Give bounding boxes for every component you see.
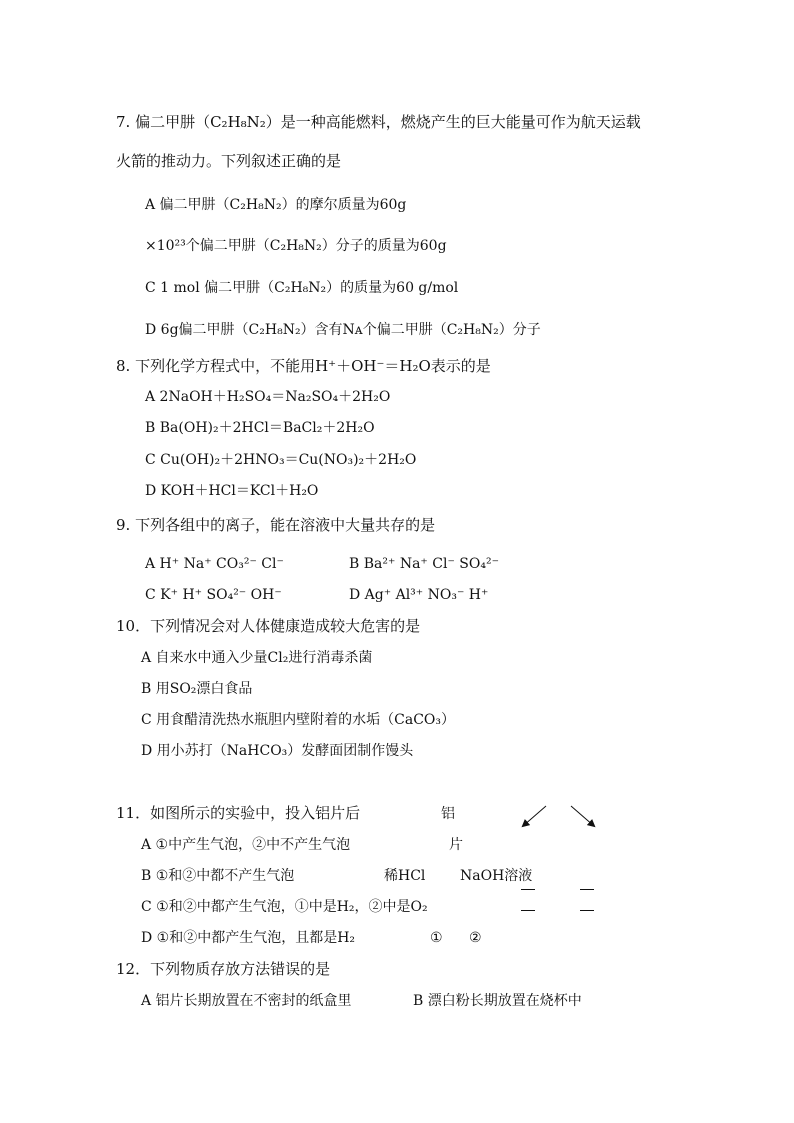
q9-option-c: C K⁺ H⁺ SO₄²⁻ OH⁻ [145, 587, 282, 603]
q7-option-c: C 1 mol 偏二甲肼（C₂H₈N₂）的质量为60 g/mol [145, 280, 459, 296]
q11-option-c: C ①和②中都产生气泡，①中是H₂，②中是O₂ [141, 899, 428, 915]
tube-2-liquid-mark-top [580, 889, 594, 890]
q7-stem-line1: 7. 偏二甲肼（C₂H₈N₂）是一种高能燃料，燃烧产生的巨大能量可作为航天运载 [116, 113, 641, 131]
q10-option-d: D 用小苏打（NaHCO₃）发酵面团制作馒头 [141, 743, 414, 759]
q10-option-b: B 用SO₂漂白食品 [141, 681, 253, 697]
tube-1-liquid-mark-top [521, 889, 535, 890]
q10-option-a: A 自来水中通入少量Cl₂进行消毒杀菌 [141, 650, 373, 666]
q11-option-d: D ①和②中都产生气泡，且都是H₂ [141, 930, 356, 946]
q12-option-a: A 铝片长期放置在不密封的纸盒里 [141, 993, 352, 1009]
q10-option-c: C 用食醋清洗热水瓶胆内壁附着的水垢（CaCO₃） [141, 712, 456, 728]
q11-stem: 11．如图所示的实验中，投入铝片后 [116, 804, 361, 822]
aluminum-arrows-icon [516, 802, 606, 834]
q8-option-d: D KOH＋HCl＝KCl＋H₂O [145, 483, 319, 499]
q8-option-c: C Cu(OH)₂＋2HNO₃＝Cu(NO₃)₂＋2H₂O [145, 452, 417, 468]
q8-option-b: B Ba(OH)₂＋2HCl＝BaCl₂＋2H₂O [145, 420, 375, 436]
q9-stem: 9. 下列各组中的离子，能在溶液中大量共存的是 [116, 516, 436, 534]
q7-option-d: D 6g偏二甲肼（C₂H₈N₂）含有Nᴀ个偏二甲肼（C₂H₈N₂）分子 [145, 322, 541, 338]
q9-option-d: D Ag⁺ Al³⁺ NO₃⁻ H⁺ [349, 587, 489, 603]
q7-stem-line2: 火箭的推动力。下列叙述正确的是 [116, 152, 342, 170]
q11-option-a: A ①中产生气泡，②中不产生气泡 [141, 837, 351, 853]
tube-2-liquid-mark-bottom [580, 910, 594, 911]
tube-2-label: ② [469, 930, 482, 946]
q11-option-b: B ①和②中都不产生气泡 [141, 868, 295, 884]
q7-option-b: ×10²³个偏二甲肼（C₂H₈N₂）分子的质量为60g [145, 238, 447, 254]
q8-stem: 8. 下列化学方程式中，不能用H⁺＋OH⁻＝H₂O表示的是 [116, 357, 491, 375]
q12-stem: 12．下列物质存放方法错误的是 [116, 960, 331, 978]
q10-stem: 10．下列情况会对人体健康造成较大危害的是 [116, 617, 421, 635]
al-label-1: 铝 [441, 806, 455, 822]
tube-1-liquid-mark-bottom [521, 910, 535, 911]
q9-option-b: B Ba²⁺ Na⁺ Cl⁻ SO₄²⁻ [349, 556, 499, 572]
q8-option-a: A 2NaOH＋H₂SO₄＝Na₂SO₄＋2H₂O [145, 389, 391, 405]
dilute-hcl-label: 稀HCl [384, 868, 426, 884]
naoh-solution-label: NaOH溶液 [460, 868, 533, 884]
al-label-2: 片 [449, 837, 463, 853]
q7-option-a: A 偏二甲肼（C₂H₈N₂）的摩尔质量为60g [145, 197, 407, 213]
q12-option-b: B 漂白粉长期放置在烧杯中 [413, 993, 582, 1009]
q9-option-a: A H⁺ Na⁺ CO₃²⁻ Cl⁻ [145, 556, 284, 572]
tube-1-label: ① [430, 930, 443, 946]
